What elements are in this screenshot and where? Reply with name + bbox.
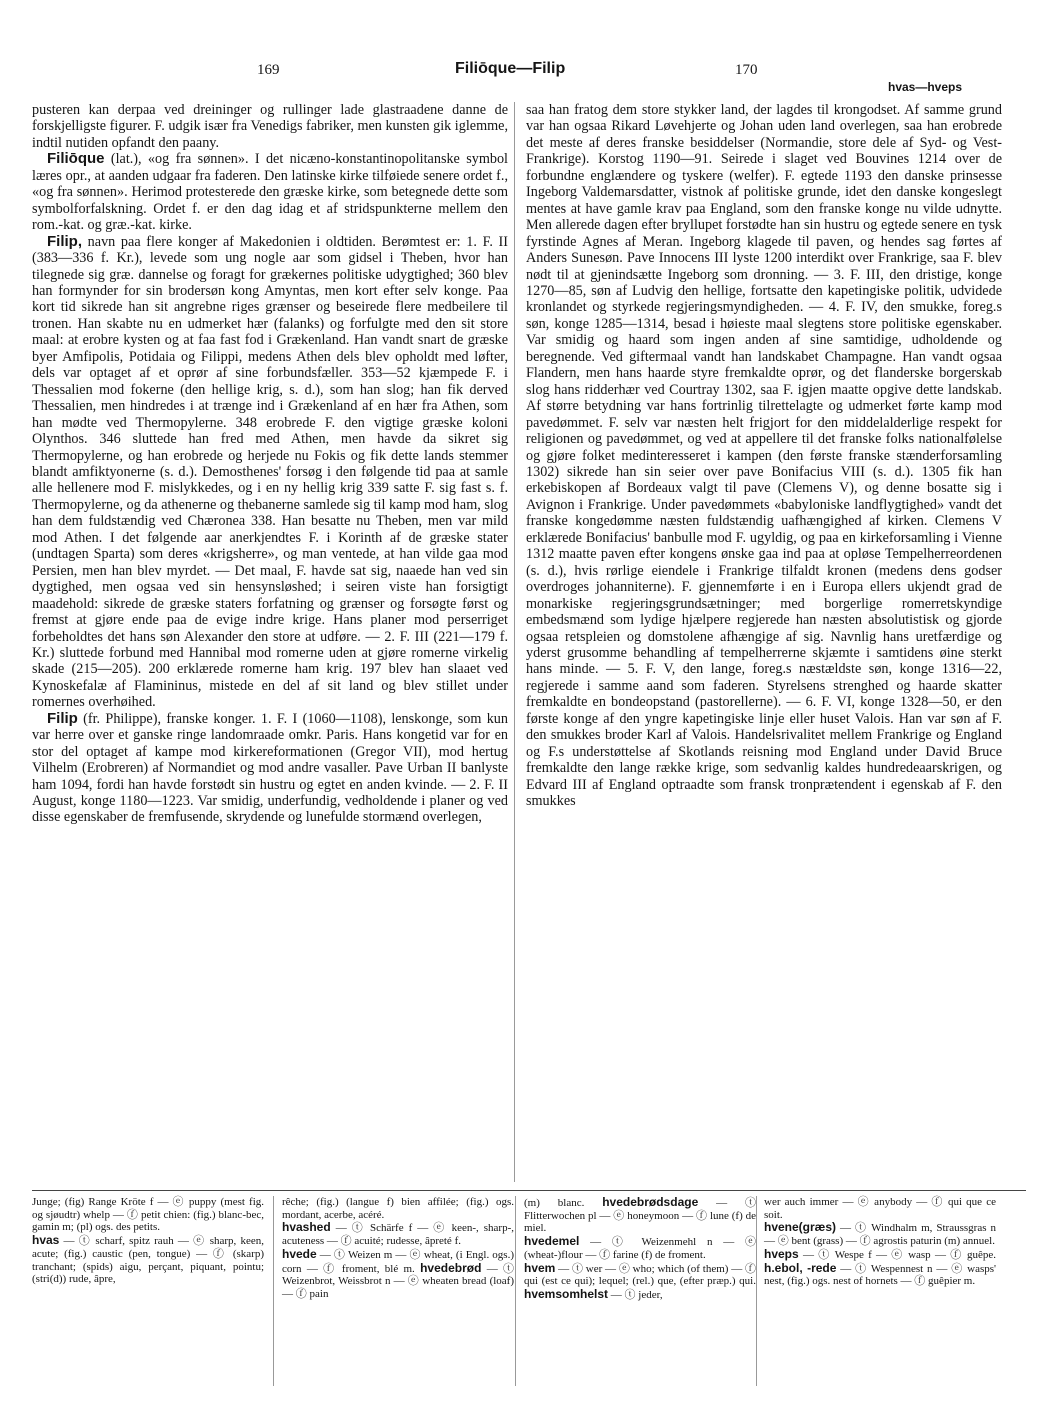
- entry-text: (fr. Philippe), franske konger. 1. F. I (1060—1108), lenskonge, som kun var herre over et ganske ringe landomraade omkr. Paris. Hans kongetid var for en stor del optaget af kampe mod kirkereformationen (Gregor VII), mod hertug Vilhelm (Erobreren) af Normandiet og mod andre vasaller. Pave Urban II banlyste ham 1094, fordi han havde forstødt sin hustru og egtet en anden kvinde. — 2. F. II August, konge 1180—1223. Var smidig, underfundig, vedholdende i planer og ved disse egenskaber de fremfusende, skrydende og lunefulde stormænd overlegen,: [32, 710, 508, 826]
- footer-headword: hvemsomhelst: [524, 1286, 609, 1301]
- footer-text: — ⓣ Windhalm m, Straussgras n — ⓔ bent (grass) — ⓕ agrostis paturin (m) annuel.: [764, 1222, 996, 1248]
- footer-text: wer auch immer — ⓔ anybody — ⓕ qui que ce soit.: [764, 1196, 996, 1221]
- entry-paragraph: [526, 102, 1002, 809]
- column-divider: [514, 102, 515, 1182]
- footer-headword: h.ebol, -rede: [764, 1260, 837, 1275]
- footer-headword: hveps: [764, 1246, 799, 1261]
- footer-headword: hvene(græs): [764, 1220, 837, 1235]
- footer-text: — ⓣ scharf, spitz rauh — ⓔ sharp, keen, acute; (fig.) caustic (pen, tongue) — ⓕ (skarp) tranchant; (spids) aigu, perçant, piquant, pointu; (stri(d)) rude, âpre,: [32, 1235, 264, 1286]
- footer-entry: [32, 1234, 264, 1286]
- footer-text: (m) blanc.: [524, 1197, 603, 1209]
- footer-text: rêche; (fig.) (langue f) bien affilée; (fig.) ogs. mordant, acerbe, acéré.: [282, 1196, 514, 1221]
- footer-entry: [764, 1196, 996, 1221]
- entry-headword: Filip: [47, 709, 78, 727]
- footer-headword: hvashed: [282, 1220, 331, 1235]
- footer-text: — ⓣ Wespe f — ⓔ wasp — ⓕ guêpe.: [798, 1248, 996, 1261]
- footer-text: — ⓣ Weizenmehl n — ⓔ (wheat-)flour — ⓕ farine (f) de froment.: [524, 1236, 756, 1261]
- entry-text: saa han fratog dem store stykker land, der lagdes til krongodset. Af samme grund var han ogsaa Rikard Løvehjerte og Johan uden land overlegen, saa han erobrede det meste af deres franske besiddelser (Normandie, store dele af Syd- og Vest-Frankrige). Korstog 1190—91. Seirede i slaget ved Bouvines 1214 over de forbundne englændere og tyskere (welfer). F. egtede 1193 den danske prinsesse Ingeborg Valdemarsdatter, vistnok af politiske grunde, idet den danske kongeslegt mentes at have gamle krav paa England, som den franske konge nu vilde udnytte. Men allerede dagen efter bryllupet forstødte han sin hustru og egtede senere en tysk fyrstinde Agnes af Meran. Ingeborg klagede til paven, og hendes sag førtes af Anders Sunesøn. Pave Innocens III lyste 1200 interdikt over Frankrige, saa F. blev nødt til at gjenindsætte Ingeborg som dronning. — 3. F. III, den dristige, konge 1270—85, søn af Ludvig den hellige, fortsatte den kapetingiske politik, udvidede kronlandet og styrkede regjeringsmyndigheden. — 4. F. IV, den smukke, foreg.s søn, konge 1285—1314, besad i høieste maal slegtens store politiske egenskaber. Var smidig og haard som ingen anden af sine samtidige, udholdende og beregnende. Ved giftermaal vandt han landskabet Champagne. Han vandt ogsaa Flandern, men hans haarde styre fremkaldte oprør, og det flanderske borgerskab slog hans ridderhær ved Courtray 1302, saa F. igjen maatte opgive dette landskab. Af større betydning var hans fortrinlig tilrettelagte og udmerket førte kamp mod pavedømmet. F. selv var næsten helt frigjort for den middelalderlige respekt for religionen og pavedømmet, og ved at appellere til det franske folks nationalfølelse og gjøre folket medinteresseret i kampen (den første franske stænderforsamling 1302) sikrede han sin seier over pave Bonifacius VIII (s. d.). 1305 fik han erkebiskopen af Bordeaux valgt til pave (Clemens V), og denne bosatte sig i Avignon i Frankrige. Under pavedømmets «babyloniske landflygtighed» vandt det franske kongedømme næsten fuldstændig uafhængighed af kirken. Clemens V erklærede Bonifacius' banbulle mod F. ugyldig, og paa en kirkeforsamling i Vienne 1312 maatte paven efter kongens ønske gaa ind paa at opløse Tempelherreordenen (s. d.), hvis rørlige eiendele i Frankrige tilfaldt kronen (medens dens godser overdroges johanniterne). F. gjennemførte i en i Europa ellers ukjendt grad de monarkiske regjeringsgrundsætninger; med borgerlige romerretskyndige embedsmænd som lydige hjælpere regjerede han næsten absolutistisk og gjorde ogsaa retspleien og domstolene afhængige af sig. Navnlig hans uretfærdige og yderst grusomme behandling af tempelherrerne skjæmte i samtidens øine sterkt hans minde. — 5. F. V, den lange, foreg.s næstældste søn, konge 1316—22, regjerede i samme aand som faderen. Styrelsens strenghed og haarde skatter fremkaldte en bondeopstand (pastorellerne). — 6. F. VI, konge 1328—50, er den første konge af den yngre kapetingiske linje eller huset Valois. Han var søn af F. den smukkes broder Karl af Valois. Handelsrivalitet mellem Frankrige og England og F.s understøttelse af Skotlands reisning mod England under David Bruce fremkaldte den lange række krige, som sedvanlig kaldes hundredeaarskrigen, og Edvard III af England optraadte som fransk tronprætendent i egenskab af F. den smukkes: [526, 102, 1002, 810]
- footer-headword: hvedebrødsdage: [602, 1195, 699, 1209]
- running-title: Filiōque—Filip: [455, 60, 566, 77]
- entry-text: pusteren kan derpaa ved dreininger og rullinger lade glastraadene danne de forskjelligste figurer. F. udgik især fra Venedigs fabriker, men kunsten gik iglemme, indtil nutiden opfandt den paany.: [32, 102, 508, 151]
- footer-entry: [764, 1248, 996, 1288]
- footer-text: — ⓣ Weizenbrot, Weissbrot n — ⓔ wheaten bread (loaf) — ⓕ pain: [282, 1262, 514, 1300]
- entry-paragraph: [32, 102, 508, 151]
- footer-entry: [32, 1196, 264, 1234]
- footer-entry: [764, 1221, 996, 1247]
- footer-divider: [273, 1196, 274, 1386]
- page-number-right: 170: [735, 62, 758, 78]
- footer-column-1: [32, 1196, 264, 1286]
- footer-entry: [282, 1248, 514, 1301]
- footer-text: — ⓣ Schärfe f — ⓔ keen-, sharp-, acuteness — ⓕ acuité; rudesse, âpreté f.: [282, 1222, 514, 1248]
- footer-text: — ⓣ Flitterwochen pl — ⓔ honeymoon — ⓕ lune (f) de miel.: [524, 1197, 757, 1235]
- footer-column-4: [764, 1196, 996, 1288]
- footer-headword: hvede: [282, 1246, 317, 1261]
- footer-text: — ⓣ wer — ⓔ who; which (of them) — ⓕ qui (est ce qui); lequel; (rel.) que, (efter præp.) qui.: [524, 1262, 756, 1288]
- footer-column-3: [524, 1196, 756, 1302]
- footer-rule: [32, 1190, 1026, 1191]
- footer-headword: hvedemel: [524, 1234, 580, 1249]
- entry-text: (lat.), «og fra sønnen». I det nicæno-konstantinopolitanske symbol læres opr., at aanden udgaar fra faderen. Den latinske kirke tilføiede senere ordet f., «og fra sønnen». Herimod protesterede den græske kirke, som betegnede dette som symbolforfalskning. Ordet f. er den dag idag et af stridspunkterne mellem den rom.-kat. og græ.-kat. kirke.: [32, 151, 508, 234]
- footer-entry: [524, 1262, 756, 1302]
- footer-text: — ⓣ Weizen m — ⓔ wheat, (i Engl. ogs.) corn — ⓕ froment, blé m.: [282, 1248, 514, 1275]
- entry-paragraph: [32, 711, 508, 826]
- entry-headword: Filiōque: [47, 150, 105, 168]
- footer-entry: [524, 1196, 756, 1235]
- footer-text: — ⓣ jeder,: [608, 1288, 663, 1301]
- footer-divider: [515, 1196, 516, 1386]
- footer-entry: [524, 1235, 756, 1261]
- entry-paragraph: [32, 234, 508, 711]
- guide-words: hvas—hveps: [888, 80, 963, 94]
- entry-paragraph: [32, 151, 508, 233]
- entry-headword: Filip,: [47, 232, 82, 250]
- footer-column-2: [282, 1196, 514, 1301]
- entry-text: navn paa flere konger af Makedonien i oldtiden. Berømtest er: 1. F. II (383—336 f. Kr.), levede som ung nogle aar som gidsel i Theben, hvor han tilegnede sig græ. dannelse og foragt for grækernes politiske udygtighed; 360 blev han formynder for sin brodersøn kong Amyntas, men kort efter selv konge. Paa kort tid sikrede han sit angrebne riges grænser og beseirede flere medbeilere til tronen. Han skabte nu en udmerket hær (falanks) og forfulgte med den sit store maal: at erobre kysten og at faa fast fod i Grækenland. Han vandt snart de græske byer Amfipolis, Potidaia og Filippi, medens Athen dels blev opholdt med løfter, dels var optaget af et oprør af sine forbundsfæller. 353—52 kjæmpede F. i Thessalien mod fokerne (den hellige krig, s. d.), som han slog; han fik derved Thessalien, men hindredes i at trænge ind i Grækenland af en hær fra Athen, som han mødte ved Thermopylerne. 348 erobrede F. den vigtige græske koloni Olynthos. 346 sluttede han fred med Athen, men havde da sikret sig Thermopylerne, og han erobrede og herjede nu Fokis og fik dette lands stemmer blandt amfiktyonerne (s. d.). Demosthenes' forsøg i den følgende tid paa at samle alle hellenere mod F. mislykkedes, og i en ny hellig krig 339 satte F. sig fast s. f. Thermopylerne, og da athenerne og thebanerne samlede sig til kamp mod ham, slog han dem fuldstændig ved Chæronea 338. Han besatte nu Theben, men var mild mod Athen. I det følgende aar anerkjendtes F. i Korinth af de græske stater (undtagen Sparta) som deres «krigsherre», og man ventede, at han vilde gaa mod Persien, men han blev myrdet. — Det maal, F. havde sat sig, naaede han ved sin dygtighed, men ogsaa ved sin hensynsløshed; i seiren viste han forsigtigt maadehold: sikrede de græske staters forfatning og grænser og forsøgte først og fremst at gjøre ende paa de evige indre krige. Hans planer mod perserriget forbeholdtes det hans søn Alexander den store at udføre. — 2. F. III (221—179 f. Kr.) sluttede forbund med Hannibal mod romerne uden at gjøre romerne virkelig skade (215—205). 200 erklærede romerne ham krig. 197 blev han slaaet ved Kynoskefalæ af Flamininus, mistede en del af sit land og blev stillet under romernes overhøihed.: [32, 233, 508, 711]
- page-number-left: 169: [257, 62, 280, 78]
- footer-headword: hvas: [32, 1233, 60, 1248]
- footer-text: Junge; (fig) Range Kröte f — ⓔ puppy (mest fig. og sjøudtr) whelp — ⓕ petit chien: (fig.) blanc-bec, gamin m; (pl) ogs. des petits.: [32, 1196, 264, 1234]
- left-text-column: [32, 102, 508, 826]
- footer-entry: [282, 1196, 514, 1221]
- footer-headword: hvem: [524, 1260, 556, 1275]
- right-text-column: [526, 102, 1002, 809]
- footer-text: — ⓣ Wespennest n — ⓔ wasps' nest, (fig.) ogs. nest of hornets — ⓕ guêpier m.: [764, 1262, 997, 1288]
- footer-divider: [756, 1196, 757, 1386]
- footer-entry: [282, 1221, 514, 1247]
- footer-headword: hvedebrød: [420, 1260, 482, 1275]
